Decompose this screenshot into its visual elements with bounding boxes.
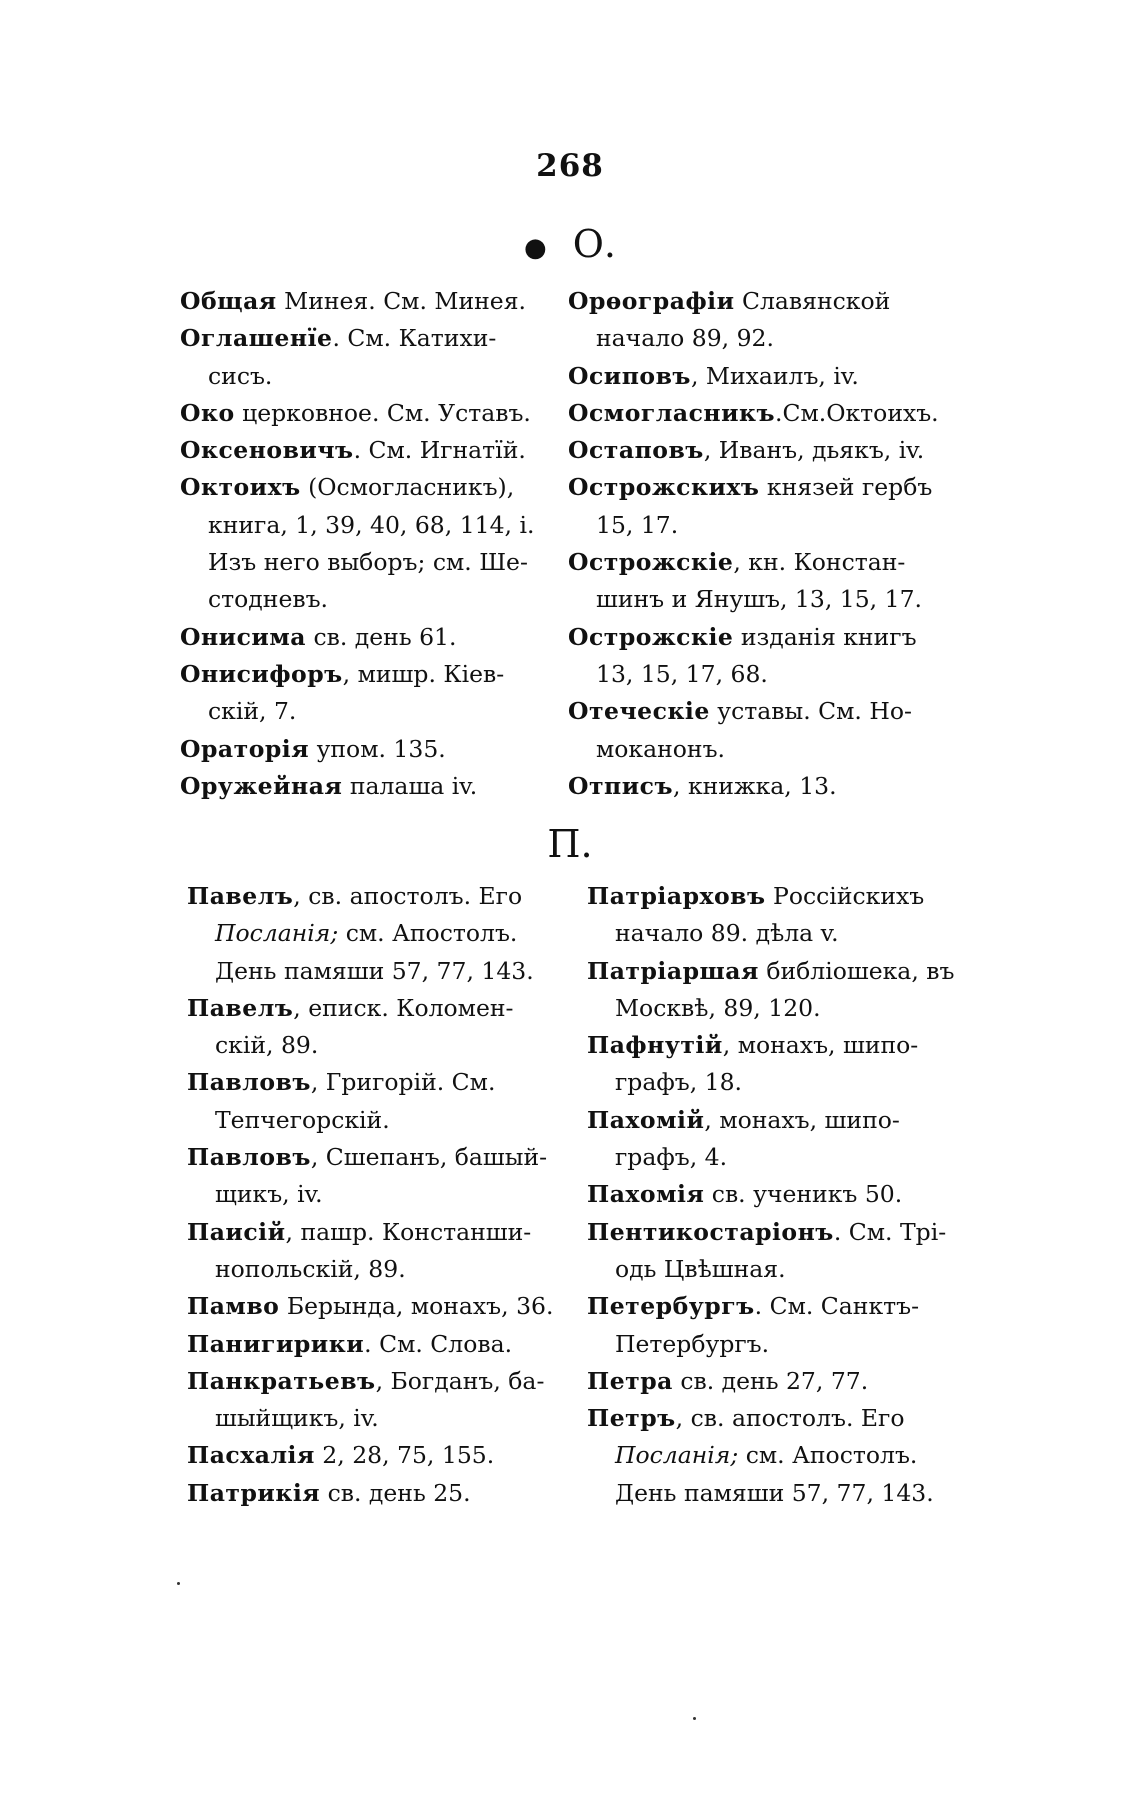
italic-title: Посланiя; <box>215 919 339 948</box>
index-headword: Пафнутiй <box>587 1031 723 1060</box>
index-entry <box>568 544 939 619</box>
paper-speck <box>693 1717 696 1720</box>
index-entry <box>587 1176 954 1213</box>
index-entry-headline: Павелъ, еписк. Коломен- <box>187 993 514 1022</box>
index-entry <box>587 878 954 953</box>
index-entry-continuation: шинъ и Янушъ, 13, 15, 17. <box>596 585 922 614</box>
index-headword: Онисима <box>180 622 306 651</box>
index-entry-continuation: моканонъ. <box>596 734 726 763</box>
index-entry <box>180 469 534 618</box>
index-entry <box>587 1102 954 1177</box>
index-entry-headline: Павелъ, св. апостолъ. Его <box>187 882 523 910</box>
index-headword: Пахомiя <box>587 1180 705 1209</box>
index-headword: Оглашенїе <box>180 324 333 353</box>
index-entry-headline: Ораторiя упом. 135. <box>180 734 446 763</box>
index-entry <box>180 731 534 768</box>
index-entry-continuation: скiй, 7. <box>208 697 297 726</box>
index-entry-headline: Пафнутiй, монахъ, шипо- <box>587 1031 919 1060</box>
index-headword: Осмогласникъ <box>568 398 776 427</box>
index-entry <box>187 990 553 1065</box>
index-entry <box>187 1064 553 1139</box>
index-entry-continuation: книга, 1, 39, 40, 68, 114, i. <box>208 510 535 539</box>
section-heading-p <box>0 822 1140 866</box>
index-entry-continuation: Посланiя; см. Апостолъ. <box>215 919 518 948</box>
index-entry-headline: Петръ, св. апостолъ. Его <box>587 1404 905 1433</box>
index-entry <box>587 1288 954 1363</box>
index-entry-headline: Паисiй, пашр. Констанши- <box>187 1217 532 1246</box>
index-entry <box>180 432 534 469</box>
index-entry-headline: Пентикостарiонъ. См. Трi- <box>587 1217 947 1246</box>
index-entry-headline: Пахомiй, монахъ, шипо- <box>587 1105 900 1134</box>
section-heading-o <box>0 222 1140 266</box>
paper-speck <box>177 1582 180 1585</box>
index-entry-headline: Око церковное. См. Уставъ. <box>180 398 531 427</box>
index-entry <box>568 469 939 544</box>
index-entry-continuation: щикъ, iv. <box>215 1180 323 1209</box>
section-heading-o-text: О. <box>572 222 616 266</box>
index-entry-continuation: Посланiя; см. Апостолъ. <box>615 1441 918 1470</box>
index-entry <box>187 1437 553 1474</box>
index-headword: Отеческiе <box>568 697 710 726</box>
index-entry-headline: Октоихъ (Осмогласникъ), <box>180 473 515 502</box>
index-entry-continuation: Тепчегорскiй. <box>215 1105 390 1134</box>
index-headword: Оксеновичъ <box>180 436 354 465</box>
index-entry-continuation: графъ, 18. <box>615 1068 743 1097</box>
index-entry <box>180 395 534 432</box>
index-headword: Памво <box>187 1292 280 1321</box>
index-entry <box>187 1214 553 1289</box>
index-headword: Онисифоръ <box>180 659 343 688</box>
index-entry-headline: Общая Минея. См. Минея. <box>180 287 526 315</box>
index-entry-continuation: День памяши 57, 77, 143. <box>615 1478 934 1507</box>
index-headword: Павловъ <box>187 1143 311 1172</box>
index-headword: Патрiарховъ <box>587 882 766 910</box>
index-headword: Паисiй <box>187 1217 286 1246</box>
page-number: 268 <box>536 148 604 184</box>
index-entry-headline: Острожскiе, кн. Констан- <box>568 548 906 577</box>
index-headword: Око <box>180 398 235 427</box>
section-o-left-column <box>180 283 534 805</box>
index-entry <box>187 878 553 990</box>
index-entry <box>187 1326 553 1363</box>
index-entry-headline: Оружейная палаша iv. <box>180 771 478 800</box>
index-headword: Павловъ <box>187 1068 311 1097</box>
index-entry-continuation: графъ, 4. <box>615 1143 728 1172</box>
index-entry-continuation: Петербургъ. <box>615 1329 770 1358</box>
index-entry <box>568 395 939 432</box>
index-entry <box>587 1400 954 1512</box>
index-entry-continuation: нопольскiй, 89. <box>215 1254 406 1283</box>
index-headword: Осиповъ <box>568 361 691 390</box>
index-headword: Пентикостарiонъ <box>587 1217 834 1246</box>
index-entry-headline: Пахомiя св. ученикъ 50. <box>587 1180 903 1209</box>
index-entry-continuation: шыйщикъ, iv. <box>215 1404 379 1433</box>
index-entry <box>187 1288 553 1325</box>
index-entry-headline: Патрикiя св. день 25. <box>187 1478 471 1507</box>
italic-title: Посланiя; <box>615 1441 739 1470</box>
index-headword: Патрикiя <box>187 1478 321 1507</box>
index-entry-headline: Острожскiе изданiя книгъ <box>568 622 917 651</box>
index-headword: Отписъ <box>568 771 673 800</box>
index-headword: Пахомiй <box>587 1105 705 1134</box>
index-entry-headline: Петербургъ. См. Санктъ- <box>587 1292 920 1321</box>
index-entry-continuation: День памяши 57, 77, 143. <box>215 956 534 985</box>
index-entry-headline: Петра св. день 27, 77. <box>587 1366 869 1395</box>
index-entry-headline: Оксеновичъ. См. Игнатїй. <box>180 436 526 465</box>
index-headword: Павелъ <box>187 993 294 1022</box>
index-headword: Патрiаршая <box>587 956 759 985</box>
index-headword: Орѳографiи <box>568 287 735 315</box>
index-entry <box>180 619 534 656</box>
index-headword: Павелъ <box>187 882 294 910</box>
section-o-right-column <box>568 283 939 805</box>
section-p-left-column <box>187 878 553 1512</box>
index-entry-headline: Онисифоръ, мишр. Кiев- <box>180 659 505 688</box>
index-entry-headline: Отеческiе уставы. См. Но- <box>568 697 912 726</box>
index-entry <box>180 283 534 320</box>
index-entry-continuation: скiй, 89. <box>215 1031 319 1060</box>
index-headword: Панкратьевъ <box>187 1366 376 1395</box>
index-entry-continuation: начало 89, 92. <box>596 324 774 353</box>
index-headword: Октоихъ <box>180 473 301 502</box>
index-entry-headline: Панкратьевъ, Богданъ, ба- <box>187 1366 545 1395</box>
index-entry-headline: Острожскихъ князей гербъ <box>568 473 933 502</box>
index-headword: Общая <box>180 287 277 315</box>
bullet-dot-icon: ● <box>524 232 547 263</box>
index-entry <box>587 1214 954 1289</box>
index-entry-headline: Памво Берында, монахъ, 36. <box>187 1292 554 1321</box>
index-entry <box>587 1363 954 1400</box>
index-entry <box>187 1475 553 1512</box>
index-entry <box>568 283 939 358</box>
index-entry <box>568 768 939 805</box>
index-entry-continuation: сисъ. <box>208 361 273 390</box>
index-entry <box>587 1027 954 1102</box>
index-entry <box>187 1363 553 1438</box>
index-headword: Оружейная <box>180 771 343 800</box>
index-headword: Петра <box>587 1366 673 1395</box>
index-entry-continuation: одь Цвѣшная. <box>615 1254 786 1283</box>
index-entry-headline: Пасхалiя 2, 28, 75, 155. <box>187 1441 495 1470</box>
index-headword: Ораторiя <box>180 734 310 763</box>
index-entry <box>568 432 939 469</box>
index-entry-continuation: 15, 17. <box>596 510 679 539</box>
index-headword: Острожскiе <box>568 548 734 577</box>
index-headword: Петръ <box>587 1404 676 1433</box>
index-entry <box>187 1139 553 1214</box>
index-entry <box>568 358 939 395</box>
index-entry-continuation: начало 89. дѣла v. <box>615 919 839 948</box>
index-entry-continuation: 13, 15, 17, 68. <box>596 659 768 688</box>
index-headword: Панигирики <box>187 1329 365 1358</box>
index-entry-headline: Осмогласникъ.См.Октоихъ. <box>568 398 939 427</box>
index-headword: Острожскихъ <box>568 473 760 502</box>
index-entry-headline: Онисима св. день 61. <box>180 622 457 651</box>
index-entry <box>587 953 954 1028</box>
section-p-right-column <box>587 878 954 1512</box>
index-entry-headline: Павловъ, Сшепанъ, башый- <box>187 1143 548 1172</box>
index-headword: Петербургъ <box>587 1292 755 1321</box>
index-entry-headline: Орѳографiи Славянской <box>568 287 891 315</box>
index-entry-continuation: Москвѣ, 89, 120. <box>615 993 821 1022</box>
index-entry-headline: Патрiарховъ Россiйскихъ <box>587 882 925 910</box>
index-entry <box>568 693 939 768</box>
index-entry-headline: Остаповъ, Иванъ, дьякъ, iv. <box>568 436 925 465</box>
index-entry-headline: Отписъ, книжка, 13. <box>568 771 837 800</box>
index-entry <box>180 656 534 731</box>
index-entry-headline: Павловъ, Григорiй. См. <box>187 1068 496 1097</box>
index-entry <box>180 768 534 805</box>
index-entry-continuation: стодневъ. <box>208 585 329 614</box>
index-entry-headline: Оглашенїе. См. Катихи- <box>180 324 497 353</box>
index-headword: Острожскiе <box>568 622 734 651</box>
index-headword: Остаповъ <box>568 436 704 465</box>
index-entry-continuation: Изъ него выборъ; см. Ше- <box>208 548 528 577</box>
index-entry <box>568 619 939 694</box>
index-entry-headline: Патрiаршая библiошека, въ <box>587 956 955 985</box>
index-entry <box>180 320 534 395</box>
index-entry-headline: Осиповъ, Михаилъ, iv. <box>568 361 859 390</box>
index-headword: Пасхалiя <box>187 1441 315 1470</box>
index-entry-headline: Панигирики. См. Слова. <box>187 1329 513 1358</box>
section-heading-p-text: П. <box>547 822 593 866</box>
